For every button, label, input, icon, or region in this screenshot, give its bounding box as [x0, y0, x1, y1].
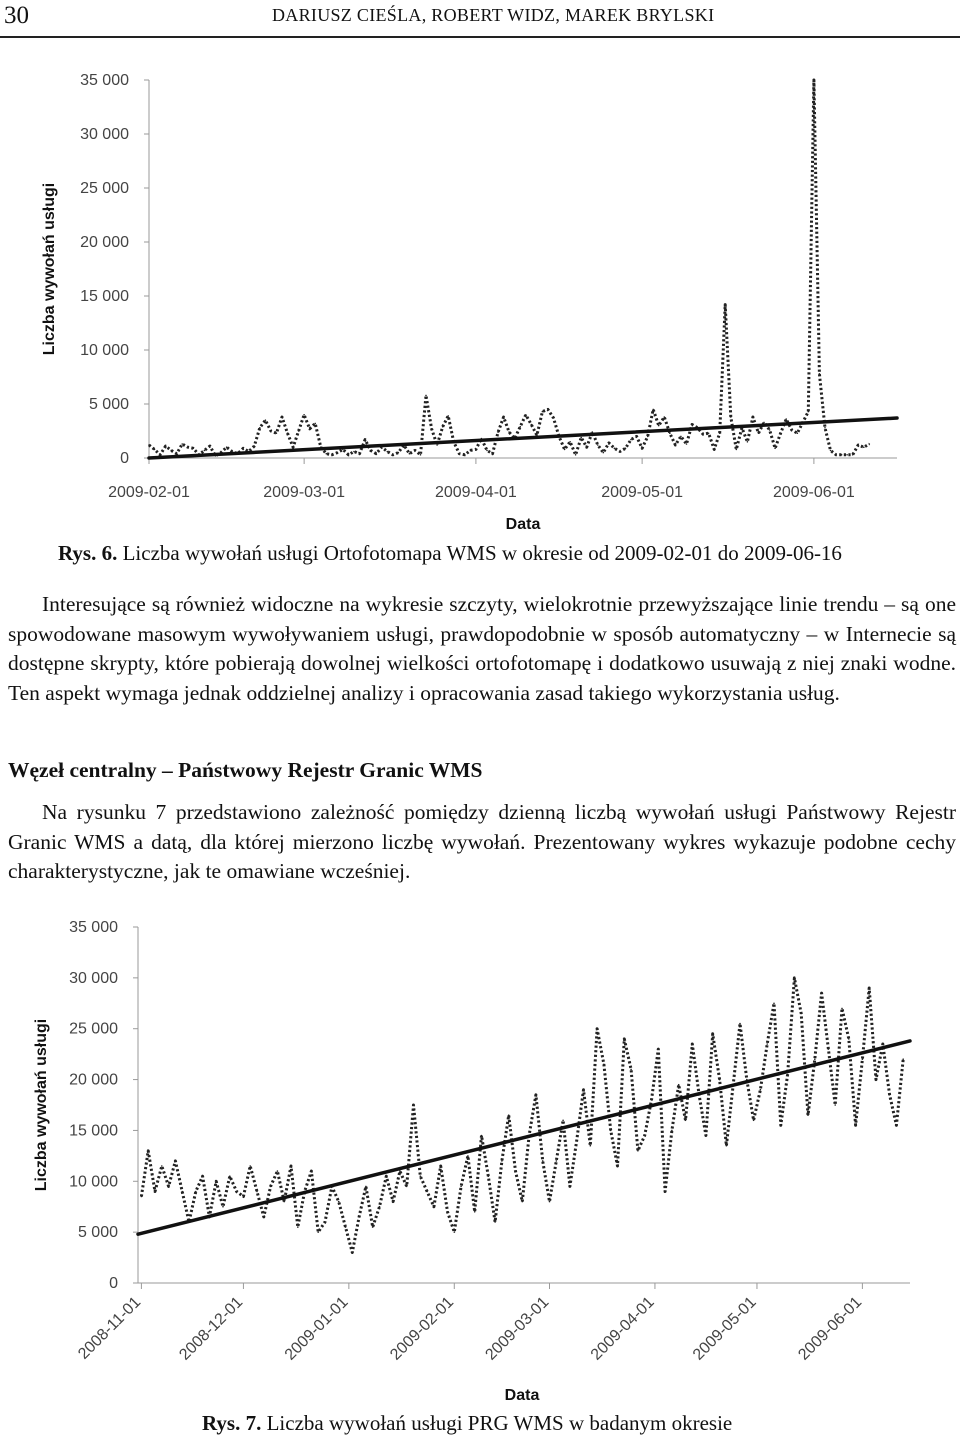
fig6-data-point — [586, 446, 588, 448]
fig7-data-point — [848, 1038, 850, 1040]
fig7-data-point — [766, 1043, 768, 1045]
fig6-data-point — [769, 429, 771, 431]
fig6-data-point — [170, 450, 172, 452]
fig6-data-point — [270, 430, 272, 432]
fig7-y-axis-title: Liczba wywołań usługi — [33, 1018, 50, 1192]
body-paragraph-2: Na rysunku 7 przedstawiono zależność pomiędzy dzienną liczbą wywołań usługi Państwowy Rejestr Granic WMS a datą, dla której mierzono liczbę wywołań. Prezentowany wykres wykazuje podobne cechy charakterystyczne, jak te omawiane wcześniej. — [8, 800, 956, 883]
fig6-data-point — [863, 446, 865, 448]
fig6-data-point — [387, 451, 389, 453]
figure-6-caption — [58, 541, 842, 566]
fig6-data-point — [276, 432, 278, 434]
fig7-x-tick-label: 2009-05-01 — [689, 1293, 760, 1364]
figure-7-chart — [0, 907, 960, 1412]
fig6-data-point — [204, 450, 206, 452]
fig7-data-point — [324, 1221, 326, 1223]
fig7-data-point — [202, 1175, 204, 1177]
fig7-data-point — [664, 1191, 666, 1193]
fig7-data-point — [263, 1216, 265, 1218]
fig6-data-point — [420, 454, 422, 456]
fig7-data-point — [515, 1170, 517, 1172]
fig6-data-point — [857, 444, 859, 446]
page-header — [0, 0, 960, 38]
fig7-trend-line — [138, 1041, 910, 1234]
fig6-data-point — [364, 439, 366, 441]
fig7-data-point — [896, 1125, 898, 1127]
fig6-data-point — [226, 446, 228, 448]
fig6-data-point — [869, 443, 871, 445]
fig6-data-point — [575, 454, 577, 456]
fig6-data-point — [708, 432, 710, 434]
fig7-data-point — [168, 1186, 170, 1188]
fig7-data-point — [630, 1069, 632, 1071]
fig7-data-point — [814, 1058, 816, 1060]
fig7-data-point — [719, 1079, 721, 1081]
fig6-data-point — [846, 454, 848, 456]
fig6-data-point — [326, 453, 328, 455]
fig6-data-point — [531, 424, 533, 426]
fig6-data-point — [486, 450, 488, 452]
fig6-data-point — [608, 442, 610, 444]
fig7-x-tick-label: 2009-01-01 — [281, 1293, 352, 1364]
fig6-data-point — [763, 422, 765, 424]
fig6-data-point — [425, 395, 427, 397]
fig6-data-point — [309, 428, 311, 430]
fig7-data-point — [277, 1170, 279, 1172]
fig6-x-tick-label: 2009-04-01 — [434, 484, 517, 501]
fig7-data-point — [787, 1074, 789, 1076]
fig6-y-tick-label: 20 000 — [80, 234, 129, 251]
fig7-data-point — [508, 1114, 510, 1116]
fig6-data-point — [193, 448, 195, 450]
fig7-data-point — [902, 1058, 904, 1060]
fig7-data-point — [290, 1165, 292, 1167]
fig7-data-point — [420, 1175, 422, 1177]
fig6-y-tick-label: 30 000 — [80, 126, 129, 143]
page-number: 30 — [4, 2, 29, 29]
fig7-data-point — [773, 1003, 775, 1005]
fig6-data-point — [148, 444, 150, 446]
fig7-y-tick-label: 25 000 — [69, 1020, 118, 1038]
fig7-x-tick-label: 2008-11-01 — [75, 1293, 145, 1363]
fig7-data-point — [556, 1160, 558, 1162]
fig6-data-point — [181, 443, 183, 445]
fig6-data-point — [647, 436, 649, 438]
fig6-data-point — [154, 449, 156, 451]
fig6-x-tick-label: 2009-03-01 — [263, 484, 346, 501]
fig7-data-point — [576, 1140, 578, 1142]
fig6-data-point — [447, 415, 449, 417]
fig7-data-point — [215, 1181, 217, 1183]
fig6-data-point — [619, 451, 621, 453]
fig7-data-point — [705, 1135, 707, 1137]
fig7-y-tick-label: 10 000 — [69, 1173, 118, 1191]
fig7-data-point — [603, 1064, 605, 1066]
fig7-data-point — [413, 1104, 415, 1106]
fig6-y-tick-label: 15 000 — [80, 288, 129, 305]
fig6-data-point — [719, 432, 721, 434]
fig7-data-point — [379, 1206, 381, 1208]
fig7-data-point — [726, 1145, 728, 1147]
fig7-data-point — [474, 1211, 476, 1213]
fig7-data-point — [875, 1079, 877, 1081]
fig6-data-point — [758, 432, 760, 434]
fig7-data-point — [338, 1201, 340, 1203]
fig6-data-point — [841, 454, 843, 456]
fig7-data-point — [800, 1013, 802, 1015]
fig7-data-point — [868, 987, 870, 989]
fig7-data-point — [739, 1023, 741, 1025]
fig7-data-point — [637, 1150, 639, 1152]
fig6-data-point — [625, 448, 627, 450]
fig7-data-point — [249, 1165, 251, 1167]
fig6-y-tick-label: 5 000 — [88, 396, 129, 413]
running-head: DARIUSZ CIEŚLA, ROBERT WIDZ, MAREK BRYLSKI — [272, 5, 715, 25]
fig6-data-point — [375, 453, 377, 455]
fig6-data-point — [314, 423, 316, 425]
fig6-data-point — [292, 446, 294, 448]
fig6-data-point — [669, 432, 671, 434]
fig6-y-tick-label: 0 — [120, 450, 129, 467]
fig6-data-point — [569, 441, 571, 443]
fig7-data-point — [841, 1008, 843, 1010]
body-paragraph-1: Interesujące są również widoczne na wykresie szczyty, wielokrotnie przewyższające linie trendu – są one spowodowane masowym wywoływaniem usługi, prawdopodobnie w sposób automatyczny – w Internecie są dostępne skrypty, które pobierają dowolnej wielkości ortofotomapę i dodatkowo usuwają z niej znaki wodne. Ten aspekt wymaga jednak oddzielnej analizy i opracowania zasad takiego wykorzystania usług. — [8, 592, 956, 705]
fig6-data-point — [337, 452, 339, 454]
fig7-data-point — [569, 1186, 571, 1188]
fig7-data-point — [834, 1104, 836, 1106]
fig6-y-axis-title: Liczba wywołań usługi — [41, 182, 58, 356]
figure-7-caption — [202, 1411, 732, 1436]
fig7-y-tick-label: 5 000 — [77, 1224, 118, 1242]
fig7-data-point — [270, 1186, 272, 1188]
fig6-data-point — [525, 414, 527, 416]
fig6-data-point — [265, 419, 267, 421]
fig7-data-point — [882, 1043, 884, 1045]
fig6-data-point — [431, 428, 433, 430]
fig7-x-tick-label: 2009-06-01 — [795, 1293, 866, 1364]
fig7-x-tick-label: 2009-02-01 — [387, 1293, 458, 1364]
fig6-data-point — [680, 436, 682, 438]
fig7-data-point — [617, 1165, 619, 1167]
fig6-data-point — [353, 451, 355, 453]
fig6-data-point — [492, 453, 494, 455]
fig7-data-point — [651, 1099, 653, 1101]
fig6-data-point — [459, 453, 461, 455]
fig6-x-tick-label: 2009-05-01 — [601, 484, 684, 501]
fig7-y-tick-label: 0 — [109, 1275, 118, 1292]
fig7-data-point — [535, 1094, 537, 1096]
fig7-data-point — [671, 1130, 673, 1132]
fig6-data-point — [414, 450, 416, 452]
fig7-data-point — [447, 1211, 449, 1213]
fig6-data-point — [470, 450, 472, 452]
fig6-data-point — [392, 454, 394, 456]
fig6-data-point — [603, 452, 605, 454]
fig6-data-point — [658, 425, 660, 427]
fig6-data-point — [331, 454, 333, 456]
fig7-data-point — [175, 1160, 177, 1162]
fig7-data-point — [494, 1221, 496, 1223]
fig7-x-axis-title: Data — [504, 1387, 540, 1404]
fig6-data-point — [542, 411, 544, 413]
fig6-data-point — [553, 417, 555, 419]
figure-6-caption-text: Liczba wywołań usługi Ortofotomapa WMS w okresie od 2009-02-01 do 2009-06-16 — [117, 541, 842, 565]
fig6-data-point — [165, 445, 167, 447]
fig6-data-point — [187, 446, 189, 448]
fig6-x-tick-label: 2009-02-01 — [108, 484, 190, 501]
fig6-data-point — [780, 432, 782, 434]
fig6-data-point — [774, 448, 776, 450]
fig6-data-point — [791, 429, 793, 431]
fig6-data-point — [503, 416, 505, 418]
fig7-data-point — [406, 1186, 408, 1188]
fig6-data-point — [348, 454, 350, 456]
fig6-data-point — [686, 443, 688, 445]
fig6-data-point — [259, 427, 261, 429]
fig7-data-point — [590, 1145, 592, 1147]
fig6-data-point — [664, 416, 666, 418]
fig7-data-point — [549, 1201, 551, 1203]
fig6-data-point — [747, 441, 749, 443]
fig6-data-point — [497, 431, 499, 433]
fig6-data-point — [281, 416, 283, 418]
fig6-data-point — [564, 449, 566, 451]
fig7-data-point — [501, 1160, 503, 1162]
fig7-data-point — [195, 1191, 197, 1193]
fig7-data-line — [141, 978, 903, 1253]
fig6-x-axis-title: Data — [505, 516, 541, 533]
fig7-data-point — [256, 1191, 258, 1193]
fig6-y-tick-label: 35 000 — [80, 72, 129, 89]
fig6-data-point — [242, 448, 244, 450]
fig6-data-point — [409, 453, 411, 455]
fig7-data-point — [855, 1125, 857, 1127]
fig6-data-point — [752, 416, 754, 418]
fig6-data-point — [597, 444, 599, 446]
fig6-data-point — [436, 444, 438, 446]
fig6-data-point — [785, 418, 787, 420]
fig7-data-point — [481, 1135, 483, 1137]
fig6-data-point — [303, 414, 305, 416]
fig6-data-point — [808, 411, 810, 413]
fig7-y-tick-label: 20 000 — [69, 1071, 118, 1089]
fig6-data-point — [159, 454, 161, 456]
fig6-data-point — [830, 450, 832, 452]
fig7-data-point — [365, 1186, 367, 1188]
fig7-data-point — [297, 1226, 299, 1228]
fig7-data-point — [862, 1058, 864, 1060]
fig6-data-point — [298, 430, 300, 432]
fig7-data-point — [624, 1038, 626, 1040]
fig7-y-tick-label: 35 000 — [69, 919, 118, 936]
fig7-data-point — [644, 1135, 646, 1137]
fig6-data-point — [736, 449, 738, 451]
fig6-data-line — [149, 80, 869, 456]
fig7-data-point — [433, 1206, 435, 1208]
fig7-data-point — [222, 1206, 224, 1208]
fig7-data-point — [141, 1196, 143, 1198]
figure-6-caption-label: Rys. 6. — [58, 541, 118, 565]
fig6-data-point — [641, 448, 643, 450]
fig7-data-point — [161, 1165, 163, 1167]
fig7-data-point — [692, 1043, 694, 1045]
fig6-data-point — [209, 445, 211, 447]
fig6-data-point — [580, 437, 582, 439]
fig6-data-point — [691, 424, 693, 426]
fig7-data-point — [807, 1114, 809, 1116]
fig6-data-point — [819, 373, 821, 375]
fig7-data-point — [426, 1191, 428, 1193]
fig6-y-tick-label: 10 000 — [80, 342, 129, 359]
fig7-data-point — [229, 1175, 231, 1177]
fig6-data-point — [797, 432, 799, 434]
fig7-data-point — [154, 1191, 156, 1193]
fig7-data-point — [753, 1120, 755, 1122]
fig6-data-point — [713, 449, 715, 451]
figure-7-caption-label: Rys. 7. — [202, 1411, 262, 1435]
fig6-data-point — [675, 444, 677, 446]
fig6-data-point — [614, 448, 616, 450]
fig7-data-point — [454, 1231, 456, 1233]
fig7-data-point — [147, 1150, 149, 1152]
fig7-data-point — [596, 1028, 598, 1030]
fig6-data-point — [824, 427, 826, 429]
fig7-data-point — [488, 1175, 490, 1177]
fig6-data-point — [835, 454, 837, 456]
fig7-x-tick-label: 2008-12-01 — [176, 1293, 247, 1364]
fig7-data-point — [678, 1084, 680, 1086]
fig7-data-point — [181, 1191, 183, 1193]
fig7-data-point — [243, 1196, 245, 1198]
fig6-data-point — [176, 453, 178, 455]
fig7-data-point — [358, 1216, 360, 1218]
fig7-data-point — [522, 1201, 524, 1203]
fig7-data-point — [828, 1048, 830, 1050]
fig7-data-point — [794, 977, 796, 979]
fig7-data-point — [760, 1089, 762, 1091]
fig7-x-tick-label: 2009-03-01 — [482, 1293, 553, 1364]
fig7-data-point — [345, 1226, 347, 1228]
fig7-data-point — [236, 1191, 238, 1193]
fig6-data-point — [398, 452, 400, 454]
fig7-data-point — [311, 1170, 313, 1172]
fig7-data-point — [392, 1201, 394, 1203]
fig6-data-point — [547, 409, 549, 411]
fig7-data-point — [542, 1160, 544, 1162]
fig7-data-point — [610, 1130, 612, 1132]
fig6-data-point — [464, 454, 466, 456]
fig6-data-point — [652, 409, 654, 411]
fig6-data-point — [702, 433, 704, 435]
figure-6-chart — [0, 40, 960, 580]
fig6-y-tick-label: 25 000 — [80, 180, 129, 197]
fig6-data-point — [519, 426, 521, 428]
fig7-data-point — [283, 1201, 285, 1203]
fig7-data-point — [372, 1226, 374, 1228]
fig6-data-point — [475, 449, 477, 451]
fig6-data-point — [730, 416, 732, 418]
fig7-data-point — [821, 992, 823, 994]
fig6-data-point — [636, 436, 638, 438]
fig7-data-point — [780, 1125, 782, 1127]
fig7-data-point — [467, 1155, 469, 1157]
fig7-y-tick-label: 15 000 — [69, 1122, 118, 1140]
fig7-data-point — [562, 1120, 564, 1122]
fig7-data-point — [889, 1094, 891, 1096]
fig7-data-point — [386, 1175, 388, 1177]
fig7-data-point — [685, 1120, 687, 1122]
fig7-y-tick-label: 30 000 — [69, 969, 118, 987]
fig7-data-point — [440, 1165, 442, 1167]
fig7-x-tick-label: 2009-04-01 — [587, 1293, 658, 1364]
fig6-data-point — [852, 454, 854, 456]
fig6-data-point — [724, 304, 726, 306]
fig7-data-point — [460, 1186, 462, 1188]
fig7-data-point — [317, 1231, 319, 1233]
fig6-data-point — [508, 431, 510, 433]
fig7-data-point — [583, 1089, 585, 1091]
fig6-data-point — [254, 445, 256, 447]
figure-7-caption-text: Liczba wywołań usługi PRG WMS w badanym okresie — [261, 1411, 733, 1435]
fig6-data-point — [287, 432, 289, 434]
fig6-data-point — [442, 426, 444, 428]
fig6-data-point — [813, 79, 815, 81]
section-heading: Węzeł centralny – Państwowy Rejestr Granic WMS — [8, 758, 483, 782]
fig7-data-point — [712, 1033, 714, 1035]
fig6-data-point — [359, 453, 361, 455]
fig7-data-point — [658, 1048, 660, 1050]
fig7-data-point — [352, 1252, 354, 1254]
fig6-data-point — [630, 439, 632, 441]
fig6-data-point — [370, 450, 372, 452]
fig6-x-tick-label: 2009-06-01 — [772, 484, 855, 501]
